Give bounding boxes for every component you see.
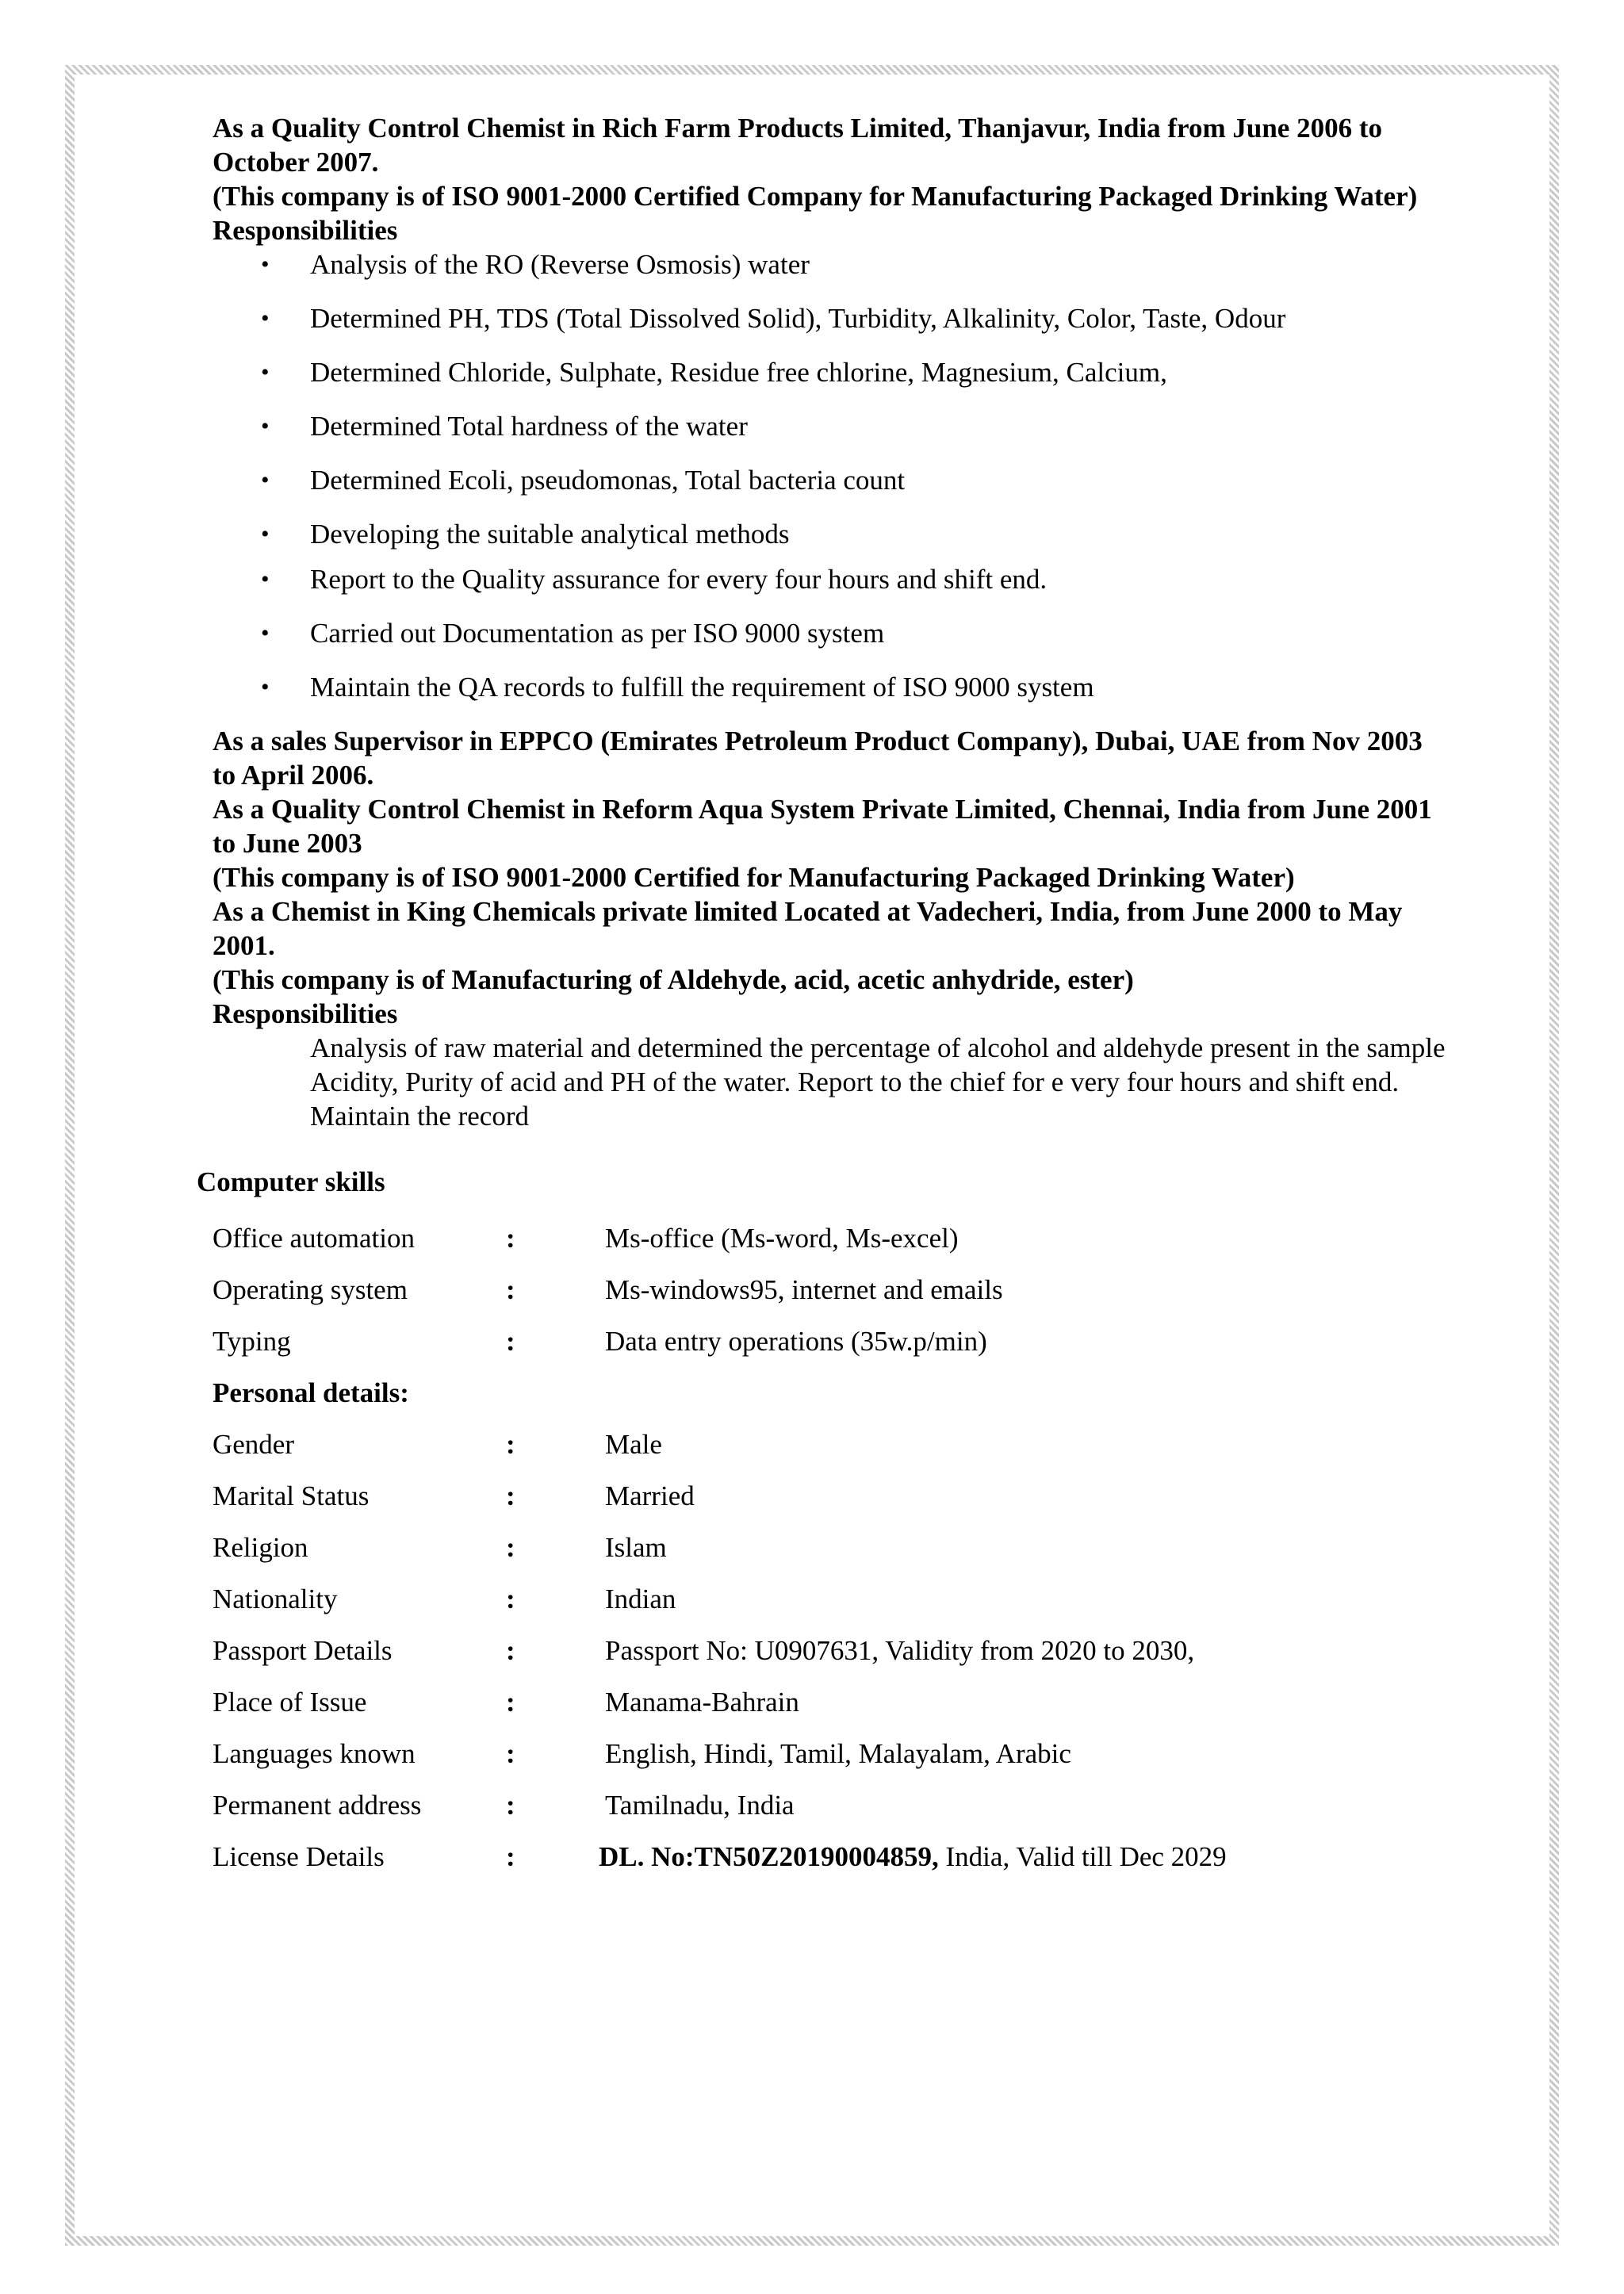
colon-separator: :	[506, 1790, 515, 1821]
bullet-icon: •	[261, 566, 270, 592]
bullet-icon: •	[261, 467, 270, 493]
colon-separator: :	[506, 1429, 515, 1460]
resume-page	[197, 111, 1450, 1891]
list-item: • Carried out Documentation as per ISO 9000 system	[261, 618, 885, 649]
job4-responsibility-2: Acidity, Purity of acid and PH of the water. Report to the chief for e very four hours and shift end. Maintain the record	[310, 1067, 1400, 1132]
row-label: Nationality	[213, 1584, 338, 1614]
bullet-icon: •	[261, 251, 270, 278]
row-label: Religion	[213, 1532, 308, 1563]
job4-responsibility-1: Analysis of raw material and determined the percentage of alcohol and aldehyde present in the sample	[310, 1032, 1446, 1063]
row-value: Islam	[605, 1532, 667, 1563]
personal-row	[213, 1685, 1450, 1719]
row-label: Permanent address	[213, 1790, 422, 1821]
list-item: • Analysis of the RO (Reverse Osmosis) water	[261, 249, 810, 280]
bullet-icon: •	[261, 413, 270, 439]
personal-row	[213, 1530, 1450, 1564]
job4-responsibilities-heading: Responsibilities	[213, 998, 398, 1029]
job3-title: As a Quality Control Chemist in Reform Aqua System Private Limited, Chennai, India from June 2001 to June 2003	[213, 794, 1432, 859]
row-value: Married	[605, 1480, 695, 1511]
personal-row	[213, 1788, 1450, 1822]
job3-company-note: (This company is of ISO 9001-2000 Certified for Manufacturing Packaged Drinking Water)	[213, 862, 1295, 893]
job1-company-note: (This company is of ISO 9001-2000 Certified Company for Manufacturing Packaged Drinking Water)	[213, 181, 1418, 212]
row-value: Indian	[605, 1584, 676, 1614]
colon-separator: :	[506, 1584, 515, 1614]
colon-separator: :	[506, 1326, 515, 1357]
bullet-icon: •	[261, 521, 270, 547]
row-value: Tamilnadu, India	[605, 1790, 795, 1821]
personal-row	[213, 1633, 1450, 1668]
colon-separator: :	[506, 1687, 515, 1718]
job4-title: As a Chemist in King Chemicals private limited Located at Vadecheri, India, from June 2000 to May 2001.	[213, 896, 1403, 961]
row-value: Male	[605, 1429, 662, 1460]
row-label: Languages known	[213, 1738, 416, 1769]
job1-title: As a Quality Control Chemist in Rich Farm Products Limited, Thanjavur, India from June 2006 to October 2007.	[213, 113, 1382, 178]
row-value: Ms-office (Ms-word, Ms-excel)	[605, 1223, 959, 1254]
skill-row	[213, 1273, 1450, 1307]
list-item: • Report to the Quality assurance for every four hours and shift end.	[261, 564, 1048, 595]
skill-row	[213, 1324, 1450, 1358]
row-value: English, Hindi, Tamil, Malayalam, Arabic	[605, 1738, 1071, 1769]
job4-company-note: (This company is of Manufacturing of Aldehyde, acid, acetic anhydride, ester)	[213, 964, 1134, 995]
list-item: • Determined Ecoli, pseudomonas, Total bacteria count	[261, 465, 906, 496]
list-item: • Developing the suitable analytical methods	[261, 519, 790, 550]
bullet-icon: •	[261, 359, 270, 385]
personal-row	[213, 1737, 1450, 1771]
bullet-icon: •	[261, 674, 270, 700]
bullet-icon: •	[261, 620, 270, 646]
row-value: Passport No: U0907631, Validity from 2020 to 2030,	[605, 1635, 1195, 1666]
colon-separator: :	[506, 1223, 515, 1254]
colon-separator: :	[506, 1274, 515, 1305]
colon-separator: :	[506, 1635, 515, 1666]
colon-separator: :	[506, 1841, 515, 1872]
job1-responsibilities-list	[213, 247, 1450, 704]
personal-row	[213, 1427, 1450, 1461]
skill-row	[213, 1221, 1450, 1255]
row-label: License Details	[213, 1841, 385, 1872]
row-label: Operating system	[213, 1274, 408, 1305]
list-item: • Maintain the QA records to fulfill the requirement of ISO 9000 system	[261, 672, 1094, 703]
license-value	[599, 1840, 1450, 1874]
list-item: • Determined Chloride, Sulphate, Residue free chlorine, Magnesium, Calcium,	[261, 357, 1167, 388]
row-value: Manama-Bahrain	[605, 1687, 799, 1718]
personal-details-heading: Personal details:	[213, 1377, 409, 1408]
row-label: Marital Status	[213, 1480, 370, 1511]
bullet-icon: •	[261, 305, 270, 331]
row-label: Passport Details	[213, 1635, 393, 1666]
colon-separator: :	[506, 1480, 515, 1511]
job1-responsibilities-heading: Responsibilities	[213, 215, 398, 246]
row-label: Place of Issue	[213, 1687, 367, 1718]
personal-row	[213, 1582, 1450, 1616]
row-label: Office automation	[213, 1223, 415, 1254]
colon-separator: :	[506, 1532, 515, 1563]
row-value: Ms-windows95, internet and emails	[605, 1274, 1003, 1305]
personal-details-heading-row	[213, 1376, 1450, 1410]
computer-skills-heading: Computer skills	[197, 1166, 385, 1197]
list-item: • Determined Total hardness of the water	[261, 411, 748, 442]
license-row	[213, 1840, 1450, 1874]
job2-title: As a sales Supervisor in EPPCO (Emirates Petroleum Product Company), Dubai, UAE from Nov 2003 to April 2006.	[213, 726, 1423, 791]
personal-row	[213, 1479, 1450, 1513]
license-validity: India, Valid till Dec 2029	[938, 1841, 1227, 1872]
row-label: Typing	[213, 1326, 291, 1357]
colon-separator: :	[506, 1738, 515, 1769]
row-value: Data entry operations (35w.p/min)	[605, 1326, 987, 1357]
row-label: Gender	[213, 1429, 295, 1460]
list-item: • Determined PH, TDS (Total Dissolved Solid), Turbidity, Alkalinity, Color, Taste, Odour	[261, 303, 1286, 334]
license-number: DL. No:TN50Z20190004859,	[599, 1841, 939, 1872]
